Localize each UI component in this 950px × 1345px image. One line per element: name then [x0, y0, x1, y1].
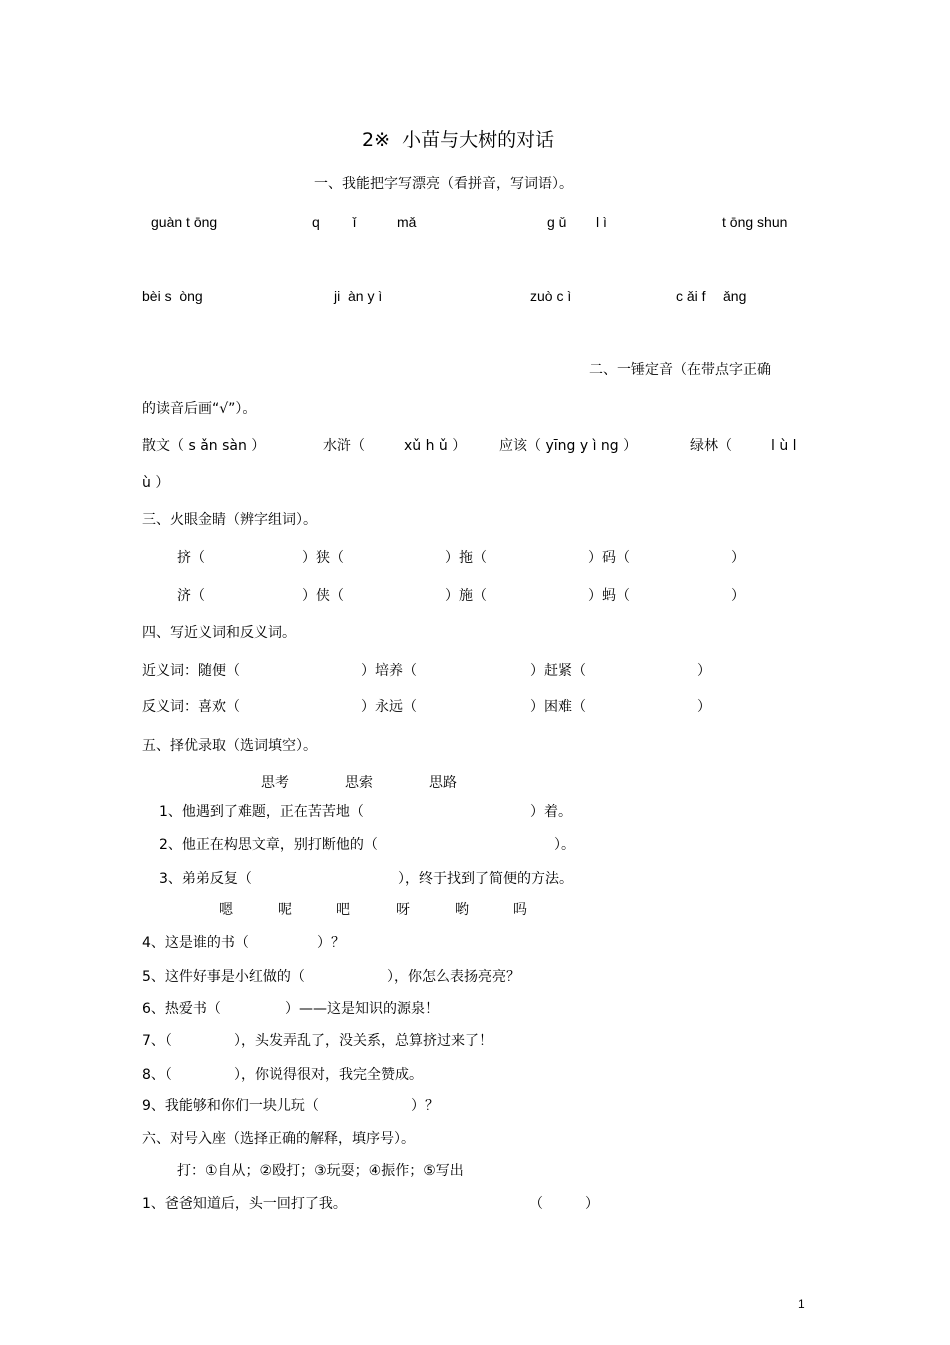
pinyin-item: t ōng shun — [722, 214, 788, 230]
sentence-text: 9、我能够和你们一块儿玩（ — [142, 1098, 319, 1114]
char-item: ）码（ — [588, 550, 630, 566]
section6-heading: 六、对号入座（选择正确的解释，填序号）。 — [142, 1131, 415, 1147]
choice-word: 思考 — [261, 775, 289, 791]
choice-word: 吧 — [336, 902, 350, 918]
word-item: 近义词：随便（ — [142, 663, 240, 679]
word-item: ）困难（ — [530, 699, 586, 715]
word-item: ）永远（ — [361, 699, 417, 715]
char-item: 济（ — [177, 588, 205, 604]
choice-word: 呀 — [396, 902, 410, 918]
sentence-text: ）——这是知识的源泉！ — [285, 1001, 439, 1017]
word-item: ） — [697, 699, 711, 715]
pinyin-item: bèi s òng — [142, 288, 203, 304]
sentence-text: ），终于找到了简便的方法。 — [398, 871, 573, 887]
pinyin-item: l ì — [596, 214, 607, 230]
choice-word: 思路 — [429, 775, 457, 791]
pinyin-item: ǎng — [723, 288, 747, 304]
pinyin-item: ji àn y ì — [334, 288, 383, 304]
sentence-text: 3、弟弟反复（ — [159, 871, 252, 887]
char-item: ）拖（ — [445, 550, 487, 566]
sentence-text: ）着。 — [530, 804, 572, 820]
reading-item: 水浒（ — [323, 438, 365, 454]
char-item: ）施（ — [445, 588, 487, 604]
pinyin-item: g ǔ — [547, 214, 567, 230]
sentence-text: ）？ — [317, 935, 345, 951]
section4-heading: 四、写近义词和反义词。 — [142, 625, 296, 641]
choice-word: 吗 — [513, 902, 527, 918]
char-item: ）狭（ — [302, 550, 344, 566]
sentence-text: ）？ — [411, 1098, 439, 1114]
sentence-text: ），头发弄乱了，没关系，总算挤过来了！ — [234, 1033, 493, 1049]
sentence-text: ），你说得很对，我完全赞成。 — [234, 1067, 423, 1083]
sentence-text: 8、（ — [142, 1067, 172, 1083]
page-title: 2※ 小苗与大树的对话 — [362, 129, 555, 151]
section2-heading: 二、一锤定音（在带点字正确 — [589, 362, 771, 378]
answer-blank-close: ） — [585, 1196, 599, 1212]
sentence-text: 2、他正在构思文章，别打断他的（ — [159, 837, 378, 853]
choice-word: 哟 — [455, 902, 469, 918]
reading-wrap: ù ） — [142, 475, 170, 491]
reading-item: 绿林（ — [690, 438, 732, 454]
answer-blank-open: （ — [529, 1196, 543, 1212]
word-item: 反义词：喜欢（ — [142, 699, 240, 715]
section1-heading: 一、我能把字写漂亮（看拼音，写词语）。 — [314, 176, 573, 192]
reading-item: 散文（ s ǎn sàn ） — [142, 438, 266, 454]
reading-item: xǔ h ǔ ） — [404, 438, 467, 454]
pinyin-item: zuò c ì — [530, 288, 572, 304]
reading-item: l ù l — [771, 438, 797, 454]
pinyin-item: guàn t ōng — [151, 214, 218, 230]
char-item: 挤（ — [177, 550, 205, 566]
pinyin-item: ǐ — [353, 214, 357, 230]
choice-word: 呢 — [278, 902, 292, 918]
section5-heading: 五、择优录取（选词填空）。 — [142, 738, 317, 754]
pinyin-item: c ǎi f — [676, 288, 706, 304]
choice-word: 思索 — [345, 775, 373, 791]
choice-word: 嗯 — [219, 902, 233, 918]
char-item: ）侠（ — [302, 588, 344, 604]
char-item: ） — [731, 550, 745, 566]
pinyin-item: mǎ — [397, 214, 417, 230]
page-number: 1 — [798, 1297, 805, 1311]
pinyin-item: q — [312, 214, 320, 230]
section3-heading: 三、火眼金睛（辨字组词）。 — [142, 512, 317, 528]
sentence-text: 1、爸爸知道后，头一回打了我。 — [142, 1196, 347, 1212]
char-item: ） — [731, 588, 745, 604]
char-item: ）蚂（ — [588, 588, 630, 604]
sentence-text: ）。 — [554, 837, 575, 853]
reading-item: 应该（ yīng y ì ng ） — [499, 438, 638, 454]
word-item: ）培养（ — [361, 663, 417, 679]
sentence-text: 4、这是谁的书（ — [142, 935, 249, 951]
meaning-options: 打：①自从；②殴打；③玩耍；④振作；⑤写出 — [177, 1163, 464, 1179]
word-item: ） — [697, 663, 711, 679]
sentence-text: 5、这件好事是小红做的（ — [142, 969, 305, 985]
sentence-text: 6、热爱书（ — [142, 1001, 221, 1017]
word-item: ）赶紧（ — [530, 663, 586, 679]
sentence-text: 1、他遇到了难题，正在苦苦地（ — [159, 804, 364, 820]
sentence-text: ），你怎么表扬亮亮？ — [387, 969, 520, 985]
sentence-text: 7、（ — [142, 1033, 172, 1049]
section2-heading-cont: 的读音后画“√”）。 — [142, 401, 257, 417]
